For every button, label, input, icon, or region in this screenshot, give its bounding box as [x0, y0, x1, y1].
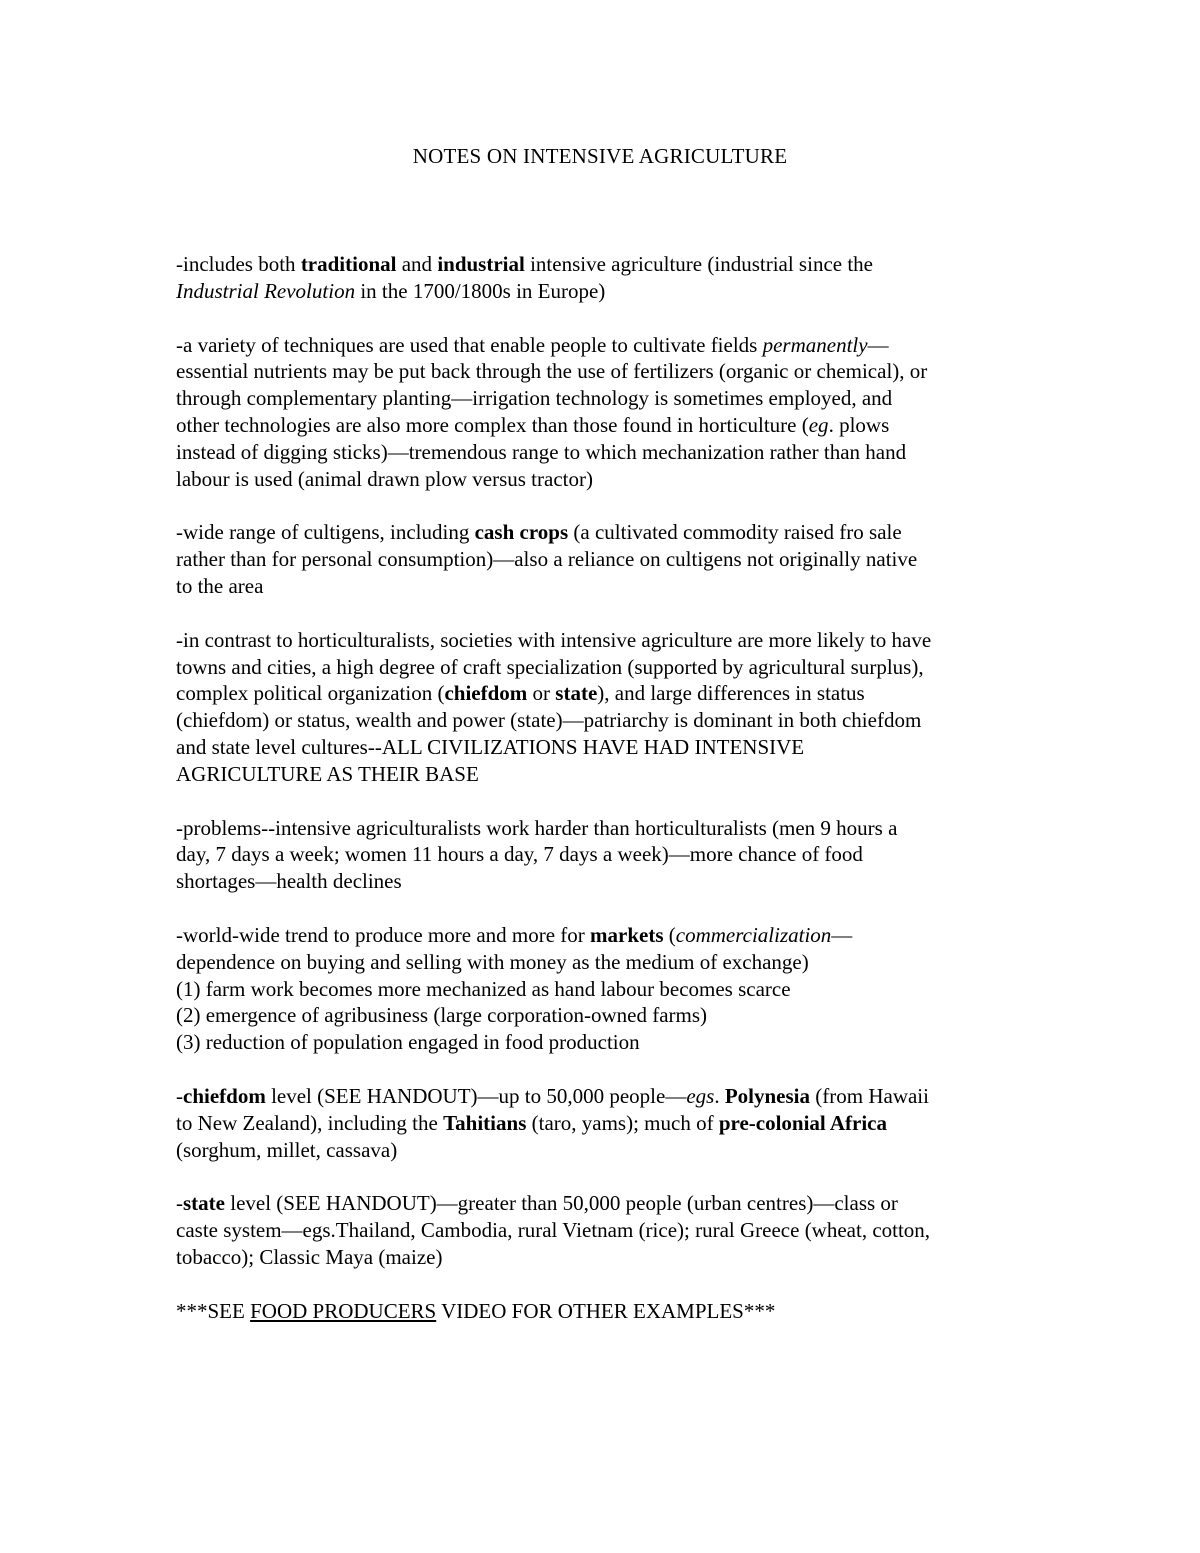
text-run: ), and large differences in status [597, 681, 865, 706]
text-line [176, 358, 1046, 385]
text-run: complex political organization ( [176, 681, 445, 706]
bold-term: pre-colonial Africa [718, 1110, 887, 1135]
text-run: - [176, 1083, 183, 1108]
text-line [176, 654, 1046, 681]
text-run: (3) reduction of population engaged in food production [176, 1030, 640, 1055]
document-title: NOTES ON INTENSIVE AGRICULTURE [412, 144, 788, 168]
text-line [176, 1002, 1046, 1029]
text-line [176, 519, 1046, 546]
paragraph [176, 1083, 1046, 1163]
text-run: dependence on buying and selling with money as the medium of exchange) [176, 949, 809, 974]
text-line [176, 949, 1046, 976]
text-run: -problems--intensive agriculturalists work harder than horticulturalists (men 9 hours a [176, 815, 898, 840]
paragraph [176, 519, 1046, 599]
text-run: other technologies are also more complex than those found in horticulture ( [176, 412, 809, 437]
italic-term: commercialization [675, 922, 832, 947]
text-run: (taro, yams); much of [526, 1110, 719, 1135]
text-line [176, 707, 1046, 734]
text-line [176, 466, 1046, 493]
text-run: instead of digging sticks)—tremendous range to which mechanization rather than hand [176, 439, 907, 464]
text-run: and state level cultures--ALL CIVILIZATIONS HAVE HAD INTENSIVE [176, 734, 805, 759]
bold-term: chiefdom [183, 1083, 266, 1108]
text-run: rather than for personal consumption)—also a reliance on cultigens not originally native [176, 547, 918, 572]
text-line [176, 278, 1046, 305]
text-line [176, 734, 1046, 761]
bold-term: state [555, 681, 598, 706]
paragraph [176, 1190, 1046, 1270]
text-run: ***SEE [176, 1298, 251, 1323]
text-line [176, 1217, 1046, 1244]
text-line [176, 1137, 1046, 1164]
text-run: and [396, 252, 438, 276]
bold-term: cash crops [474, 520, 569, 545]
text-run: - [176, 1191, 183, 1216]
paragraph [176, 627, 1046, 788]
text-run: shortages—health declines [176, 869, 402, 894]
paragraph [176, 922, 1046, 1056]
text-run: to the area [176, 573, 264, 598]
text-run: -in contrast to horticulturalists, societies with intensive agriculture are more likely to have [176, 627, 932, 652]
text-run: (a cultivated commodity raised fro sale [568, 520, 902, 545]
text-line [176, 385, 1046, 412]
text-line [176, 1190, 1046, 1217]
text-run: . [714, 1083, 725, 1108]
bold-term: state [183, 1191, 225, 1216]
text-line [176, 332, 1046, 359]
text-line [176, 1298, 1046, 1325]
text-run: in the 1700/1800s in Europe) [355, 278, 606, 303]
bold-term: Tahitians [443, 1110, 527, 1135]
paragraph [176, 815, 1046, 895]
text-run: day, 7 days a week; women 11 hours a day, 7 days a week)—more chance of food [176, 842, 863, 867]
text-run: -wide range of cultigens, including [176, 520, 475, 545]
text-run: essential nutrients may be put back through the use of fertilizers (organic or chemical), or [176, 359, 928, 384]
text-run: towns and cities, a high degree of craft specialization (supported by agricultural surplus), [176, 654, 924, 679]
paragraph [176, 332, 1046, 493]
text-line [176, 761, 1046, 788]
text-run: (chiefdom) or status, wealth and power (state)—patriarchy is dominant in both chiefdom [176, 708, 922, 733]
paragraph [176, 251, 1046, 305]
text-line [176, 922, 1046, 949]
text-line [176, 868, 1046, 895]
text-run: to New Zealand), including the [176, 1110, 444, 1135]
italic-term: permanently [762, 332, 868, 357]
text-line [176, 627, 1046, 654]
text-line [176, 976, 1046, 1003]
text-run: — [867, 332, 889, 357]
text-run: level (SEE HANDOUT)—up to 50,000 people— [265, 1083, 687, 1108]
underlined-term: FOOD PRODUCERS [250, 1298, 437, 1323]
text-run: (1) farm work becomes more mechanized as hand labour becomes scarce [176, 976, 791, 1001]
text-run: (from Hawaii [810, 1083, 929, 1108]
text-run: level (SEE HANDOUT)—greater than 50,000 people (urban centres)—class or [224, 1191, 898, 1216]
italic-term: egs [686, 1083, 715, 1108]
text-run: — [831, 922, 853, 947]
document-body [176, 251, 1046, 1352]
text-run: -includes both [176, 252, 301, 276]
text-line [176, 439, 1046, 466]
bold-term: industrial [437, 252, 525, 276]
italic-term: eg [808, 412, 829, 437]
text-line [176, 251, 1046, 278]
text-run: (sorghum, millet, cassava) [176, 1137, 398, 1162]
text-run: tobacco); Classic Maya (maize) [176, 1244, 443, 1269]
text-run: labour is used (animal drawn plow versus tractor) [176, 466, 593, 491]
text-run: ( [663, 922, 676, 947]
bold-term: Polynesia [724, 1083, 811, 1108]
bold-term: traditional [300, 252, 397, 276]
bold-term: chiefdom [444, 681, 528, 706]
text-run: caste system—egs.Thailand, Cambodia, rural Vietnam (rice); rural Greece (wheat, cotton, [176, 1218, 931, 1243]
text-line [176, 680, 1046, 707]
text-line [176, 412, 1046, 439]
text-line [176, 1029, 1046, 1056]
text-line [176, 573, 1046, 600]
text-line [176, 1110, 1046, 1137]
text-run: VIDEO FOR OTHER EXAMPLES*** [436, 1298, 776, 1323]
text-run: -a variety of techniques are used that enable people to cultivate fields [176, 332, 763, 357]
text-line [176, 1083, 1046, 1110]
text-run: (2) emergence of agribusiness (large corporation-owned farms) [176, 1003, 708, 1028]
text-line [176, 815, 1046, 842]
bold-term: markets [590, 922, 664, 947]
text-run: intensive agriculture (industrial since the [524, 252, 873, 276]
text-run: -world-wide trend to produce more and more for [176, 922, 591, 947]
text-line [176, 841, 1046, 868]
text-run: . plows [828, 412, 890, 437]
text-run: through complementary planting—irrigation technology is sometimes employed, and [176, 386, 893, 411]
text-line [176, 1244, 1046, 1271]
italic-term: Industrial Revolution [176, 278, 356, 303]
text-line [176, 546, 1046, 573]
text-run: or [527, 681, 556, 706]
paragraph [176, 1298, 1046, 1325]
text-run: AGRICULTURE AS THEIR BASE [176, 761, 479, 786]
